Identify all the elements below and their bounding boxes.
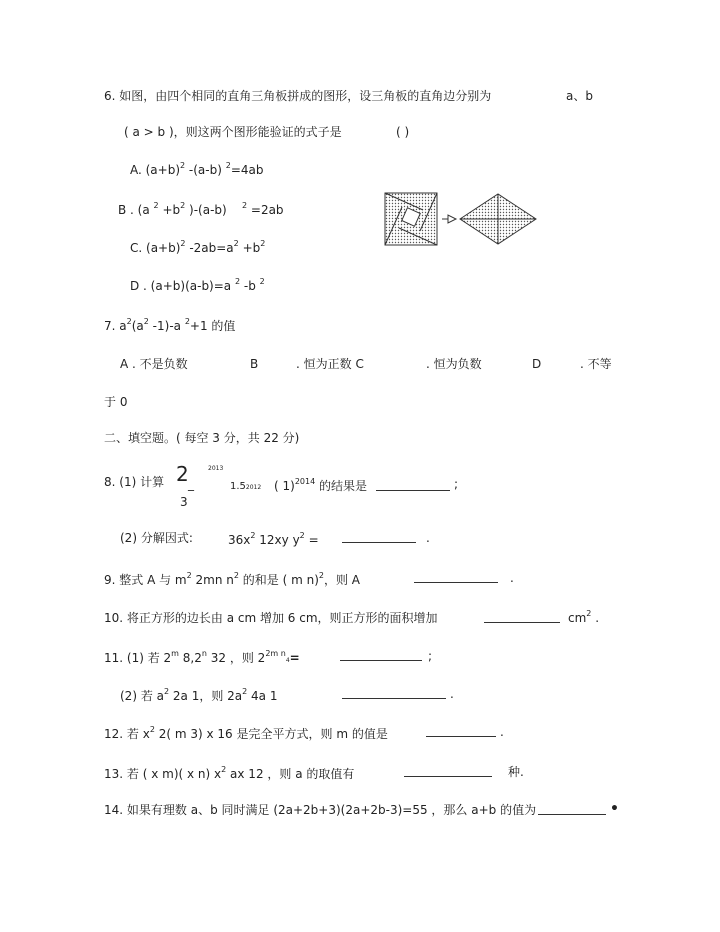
q9-answer-blank[interactable]	[414, 572, 498, 583]
q7-option-b-label: B	[250, 357, 259, 371]
q6-option-b: B . (a $^2 +b^2$ )-(a-b) $^2$ =2ab	[118, 201, 284, 217]
q13-end: 种.	[508, 765, 524, 779]
q14-end: •	[610, 801, 619, 817]
q10-unit: $cm^2$ .	[568, 609, 600, 625]
q14-answer-blank[interactable]	[538, 804, 606, 815]
q7-stem: 7. $a^2(a^2$ -1)-a $^2$+1 的值	[104, 317, 236, 333]
q12-answer-blank[interactable]	[426, 726, 496, 737]
q8-frac-den: 3	[180, 495, 188, 509]
q8-neg1: ( 1)$^{2014}$ 的结果是	[274, 477, 368, 493]
q8-part2-end: .	[426, 531, 430, 545]
q8-base-15: 1.52012	[230, 481, 262, 492]
q8-frac-bar: _	[188, 477, 194, 491]
q12-end: .	[500, 725, 504, 739]
q8-part2-label: (2) 分解因式:	[120, 531, 193, 545]
square-figure	[385, 193, 437, 245]
q7-option-c-text: . 恒为负数	[426, 357, 482, 371]
q6-stem-ab: a、b	[566, 89, 593, 103]
q11-part1-end: ;	[428, 649, 433, 663]
q6-option-d: D . (a+b)(a-b)=a $^2$ -b $^2$	[130, 277, 265, 293]
q7-option-a: A . 不是负数	[120, 357, 188, 371]
q6-figure	[382, 190, 540, 248]
q9-stem: 9. 整式 A 与 $m^2$ 2mn $n^2$ 的和是 ( m n)$^2$，则 A	[104, 571, 361, 587]
q13-stem: 13. 若 ( x m)( x n) $x^2$ ax 12 ，则 a 的取值有	[104, 765, 355, 781]
q8-label: 8. (1) 计算	[104, 475, 165, 489]
rhombus-figure	[460, 194, 536, 244]
q8-semicolon: ;	[454, 477, 459, 491]
q7-option-d-label: D	[532, 357, 542, 371]
q11-part2-stem: (2) 若 $a^2$ 2a 1，则 $2a^2$ 4a 1	[120, 687, 278, 703]
q8-exp-2013: 2013	[208, 465, 224, 472]
q10-answer-blank[interactable]	[484, 612, 560, 623]
q6-stem-line2: ( a > b )，则这两个图形能验证的式子是	[124, 125, 342, 139]
q6-answer-paren: ( )	[396, 125, 410, 139]
q11-part2-end: .	[450, 687, 454, 701]
q6-stem-text: 6. 如图，由四个相同的直角三角板拼成的图形，设三角板的直角边分别为	[104, 89, 492, 103]
q9-end: .	[510, 571, 514, 585]
q11-answer-blank-2[interactable]	[342, 688, 446, 699]
q14-stem: 14. 如果有理数 a、b 同时满足 (2a+2b+3)(2a+2b-3)=55 ，那么 a+b 的值为	[104, 803, 537, 817]
section-heading: 二、填空题。( 每空 3 分，共 22 分)	[104, 431, 300, 445]
q6-stem-line1	[104, 90, 491, 102]
q8-answer-blank-1[interactable]	[376, 480, 450, 491]
q7-option-b-text: . 恒为正数 C	[296, 357, 364, 371]
q10-stem: 10. 将正方形的边长由 a cm 增加 6 cm，则正方形的面积增加	[104, 611, 438, 625]
q6-option-c: C. $(a+b)^2$ $-2ab=a^2 +b^2$	[130, 239, 266, 255]
q13-answer-blank[interactable]	[404, 766, 492, 777]
q11-answer-blank-1[interactable]	[340, 650, 422, 661]
q7-option-d-text: . 不等	[580, 357, 612, 371]
q6-option-a: A. $(a+b)^2$ -(a-b) $^2$=4ab	[130, 161, 264, 177]
arrow-icon	[442, 215, 456, 223]
q12-stem: 12. 若 $x^2$ 2( m 3) x 16 是完全平方式，则 m 的值是	[104, 725, 388, 741]
q8-part2-expr: $36x^2$ 12xy $y^2$ =	[228, 531, 319, 547]
q8-frac-num: 2	[176, 462, 189, 486]
q7-option-d-cont: 于 0	[104, 395, 128, 409]
q8-answer-blank-2[interactable]	[342, 532, 416, 543]
q11-part1-stem: 11. (1) 若 2$^m$ 8,2$^n$ 32 ，则 $2^{2m n}4=$	[104, 649, 300, 665]
